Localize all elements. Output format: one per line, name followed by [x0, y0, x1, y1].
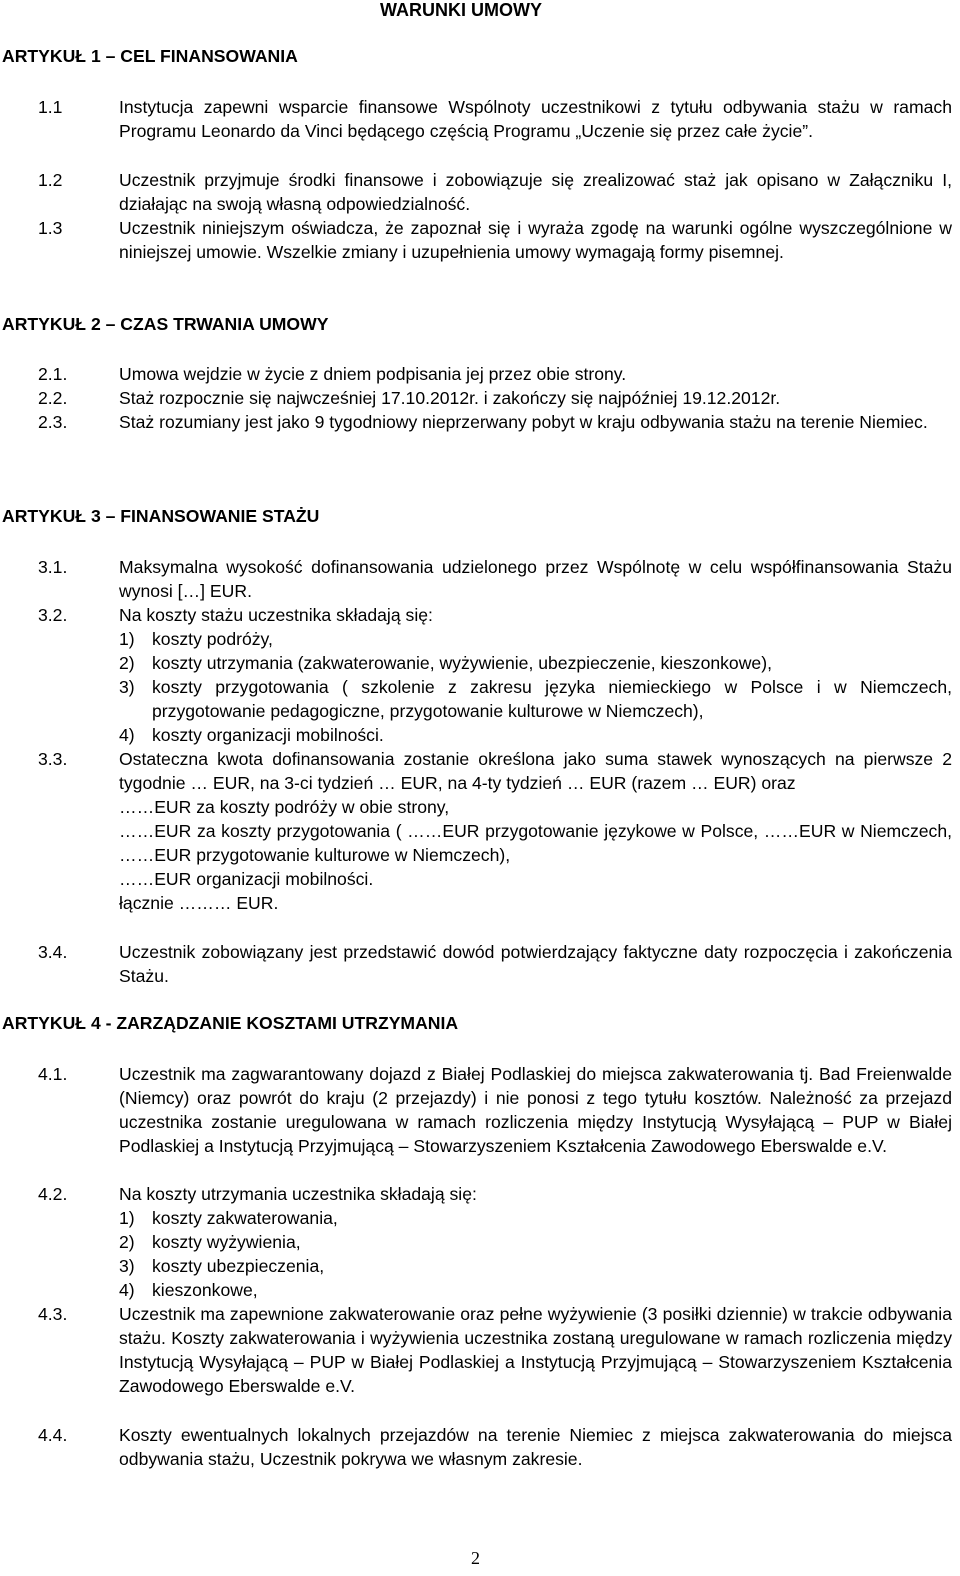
- point-text: Ostateczna kwota dofinansowania zostanie określona jako suma stawek wynoszących na pierwsze 2 tygodnie … EUR, na 3-ci tydzień … EUR, na 4-ty tydzień … EUR (razem … EUR) oraz: [119, 749, 952, 793]
- article-4-heading: ARTYKUŁ 4 - ZARZĄDZANIE KOSZTAMI UTRZYMANIA: [2, 1013, 459, 1033]
- point-text: Umowa wejdzie w życie z dniem podpisania jej przez obie strony.: [119, 364, 627, 384]
- amount-line: ……EUR za koszty przygotowania ( ……EUR przygotowanie językowe w Polsce, ……EUR w Niemczech, ……EUR przygotowanie kulturowe w Niemczech),: [119, 821, 952, 865]
- cost-list: [119, 1206, 952, 1302]
- amount-line: ……EUR za koszty podróży w obie strony,: [119, 797, 450, 817]
- point-text: Maksymalna wysokość dofinansowania udzielonego przez Wspólnotę w celu współfinansowania Stażu wynosi […] EUR.: [119, 557, 952, 601]
- point-text: Na koszty stażu uczestnika składają się:: [119, 605, 433, 625]
- point-body: [119, 747, 952, 915]
- point-text: Staż rozumiany jest jako 9 tygodniowy nieprzerwany pobyt w kraju odbywania stażu na terenie Niemiec.: [119, 412, 928, 432]
- point-text: Uczestnik ma zagwarantowany dojazd z Białej Podlaskiej do miejsca zakwaterowania tj. Bad Freienwalde (Niemcy) oraz powrót do kraju (2 przejazdy) i nie ponosi z tego tytułu kosztów. Należność za przejazd uczestnika zostanie uregulowana w ramach rozliczenia między Instytucją Wysyłającą – PUP w Białej Podlaskiej a Instytucją Przyjmującą – Stowarzyszeniem Kształcenia Zawodowego Eberswalde e.V.: [119, 1064, 952, 1156]
- point-number: 4.3.: [38, 1304, 68, 1324]
- point-body: [119, 603, 952, 747]
- point-number: 2.1.: [38, 364, 68, 384]
- article-3-heading: ARTYKUŁ 3 – FINANSOWANIE STAŻU: [2, 506, 320, 526]
- list-item: 3) koszty przygotowania ( szkolenie z zakresu języka niemieckiego w Polsce i w Niemczech, przygotowanie pedagogiczne, przygotowanie kulturowe w Niemczech),: [119, 677, 952, 721]
- point-number: 3.4.: [38, 942, 68, 962]
- point-number: 3.1.: [38, 557, 68, 577]
- cost-list: [119, 627, 952, 747]
- amount-line: łącznie ……… EUR.: [119, 893, 279, 913]
- point-number: 3.3.: [38, 749, 68, 769]
- page-number: 2: [471, 1548, 480, 1568]
- point-body: [119, 1182, 952, 1302]
- list-item: 1) koszty podróży,: [119, 629, 273, 649]
- point-text: Uczestnik przyjmuje środki finansowe i zobowiązuje się zrealizować staż jak opisano w Załączniku I, działając na swoją własną odpowiedzialność.: [119, 170, 952, 214]
- list-item: 4) koszty organizacji mobilności.: [119, 725, 384, 745]
- point-number: 1.1: [38, 97, 63, 117]
- document-title: WARUNKI UMOWY: [380, 0, 542, 20]
- article-1-heading: ARTYKUŁ 1 – CEL FINANSOWANIA: [2, 46, 298, 66]
- point-text: Instytucja zapewni wsparcie finansowe Wspólnoty uczestnikowi z tytułu odbywania stażu w ramach Programu Leonardo da Vinci będącego częścią Programu „Uczenie się przez całe życie”.: [119, 97, 952, 141]
- point-number: 2.3.: [38, 412, 68, 432]
- point-number: 4.4.: [38, 1425, 68, 1445]
- point-number: 4.1.: [38, 1064, 68, 1084]
- article-2-heading: ARTYKUŁ 2 – CZAS TRWANIA UMOWY: [2, 314, 329, 334]
- point-number: 1.2: [38, 170, 63, 190]
- list-item: 2) koszty wyżywienia,: [119, 1232, 301, 1252]
- point-text: Koszty ewentualnych lokalnych przejazdów na terenie Niemiec z miejsca zakwaterowania do miejsca odbywania stażu, Uczestnik pokrywa we własnym zakresie.: [119, 1425, 952, 1469]
- point-text: Uczestnik ma zapewnione zakwaterowanie oraz pełne wyżywienie (3 posiłki dziennie) w trakcie odbywania stażu. Koszty zakwaterowania i wyżywienia uczestnika zostaną uregulowane w ramach rozliczenia między Instytucją Wysyłającą – PUP w Białej Podlaskiej a Instytucją Przyjmującą – Stowarzyszeniem Kształcenia Zawodowego Eberswalde e.V.: [119, 1304, 952, 1396]
- amount-line: ……EUR organizacji mobilności.: [119, 869, 374, 889]
- point-text: Uczestnik niniejszym oświadcza, że zapoznał się i wyraża zgodę na warunki ogólne wyszczególnione w niniejszej umowie. Wszelkie zmiany i uzupełnienia umowy wymagają formy pisemnej.: [119, 218, 952, 262]
- list-item: 4) kieszonkowe,: [119, 1280, 258, 1300]
- point-number: 3.2.: [38, 605, 68, 625]
- list-item: 2) koszty utrzymania (zakwaterowanie, wyżywienie, ubezpieczenie, kieszonkowe),: [119, 653, 772, 673]
- point-text: Uczestnik zobowiązany jest przedstawić dowód potwierdzający faktyczne daty rozpoczęcia i zakończenia Stażu.: [119, 942, 952, 986]
- point-number: 1.3: [38, 218, 63, 238]
- point-number: 4.2.: [38, 1184, 68, 1204]
- point-text: Staż rozpocznie się najwcześniej 17.10.2012r. i zakończy się najpóźniej 19.12.2012r.: [119, 388, 781, 408]
- list-item: 1) koszty zakwaterowania,: [119, 1208, 338, 1228]
- list-item: 3) koszty ubezpieczenia,: [119, 1256, 325, 1276]
- point-text: Na koszty utrzymania uczestnika składają się:: [119, 1184, 477, 1204]
- point-number: 2.2.: [38, 388, 68, 408]
